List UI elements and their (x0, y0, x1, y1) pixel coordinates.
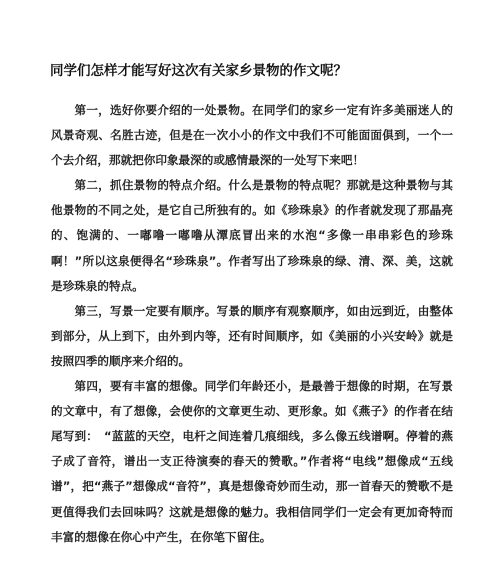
document-body (51, 98, 453, 550)
paragraph-4: 第四，要有丰富的想像。同学们年龄还小，是最善于想像的时期，在写景的文章中，有了想像，会使你的文章更生动、更形象。如《燕子》的作者在结尾写到： “蓝蓝的天空，电杆之间连着几痕细线，多么像五线谱啊。停着的燕子成了音符，谱出一支正待演奏的春天的赞歌。”作者将“电线”想像成“五线谱”，把“燕子”想像成“音符”，真是想像奇妙而生动，那一首春天的赞歌不是更值得我们去回味吗？这就是想像的魅力。我相信同学们一定会有更加奇特而丰富的想像在你心中产生，在你笔下留住。 (51, 379, 453, 544)
paragraph-3: 第三，写景一定要有顺序。写景的顺序有观察顺序，如由远到近，由整体到部分，从上到下，由外到内等，还有时间顺序，如《美丽的小兴安岭》就是按照四季的顺序来介绍的。 (51, 303, 453, 368)
document-title: 同学们怎样才能写好这次有关家乡景物的作文呢？ (50, 63, 347, 79)
paragraph-2: 第二，抓住景物的特点介绍。什么是景物的特点呢？那就是这种景物与其他景物的不同之处，是它自己所独有的。如《珍珠泉》的作者就发现了那晶亮的、饱满的、一嘟噜一嘟噜从潭底冒出来的水泡“多像一串串彩色的珍珠啊！”所以这泉便得名“珍珠泉”。作者写出了珍珠泉的绿、清、深、美，这就是珍珠泉的特点。 (51, 178, 453, 293)
paragraph-1: 第一，选好你要介绍的一处景物。在同学们的家乡一定有许多美丽迷人的风景奇观、名胜古迹，但是在一次小小的作文中我们不可能面面俱到，一个一个去介绍，那就把你印象最深的或感情最深的一处写下来吧！ (51, 103, 453, 168)
